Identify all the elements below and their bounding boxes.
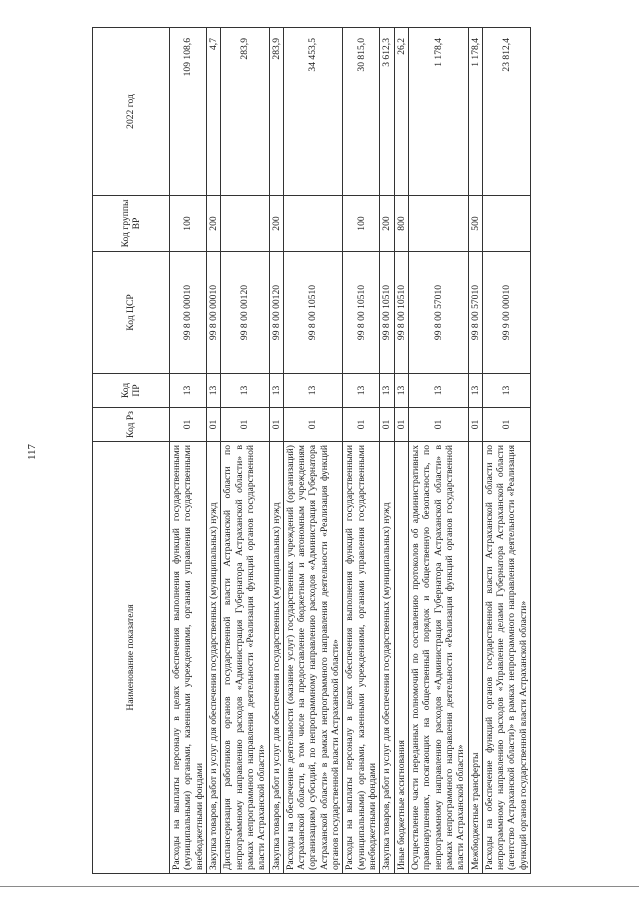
row-vr: 200 <box>269 196 283 252</box>
header-name: Наименование показателя <box>93 442 170 874</box>
header-pr: Код ПР <box>93 374 170 408</box>
row-rz: 01 <box>394 408 408 442</box>
row-rz: 01 <box>468 408 482 442</box>
row-vr <box>482 196 530 252</box>
row-name: Межбюджетные трансферты <box>468 442 482 874</box>
row-vr: 100 <box>343 196 380 252</box>
table-row <box>408 28 468 874</box>
row-csr: 99 8 00 10510 <box>394 252 408 374</box>
row-vr: 800 <box>394 196 408 252</box>
row-csr: 99 8 00 57010 <box>408 252 468 374</box>
row-rz: 01 <box>380 408 394 442</box>
row-csr: 99 8 00 57010 <box>468 252 482 374</box>
row-pr: 13 <box>468 374 482 408</box>
row-amount: 30 815,0 <box>343 28 380 196</box>
table-row <box>343 28 380 874</box>
row-rz: 01 <box>170 408 207 442</box>
page-number: 117 <box>26 443 38 461</box>
row-rz: 01 <box>408 408 468 442</box>
row-vr: 200 <box>380 196 394 252</box>
row-pr: 13 <box>269 374 283 408</box>
table-row <box>269 28 283 874</box>
row-name: Расходы на выплаты персоналу в целях обеспечения выполнения функций государственными (муниципальными) органами, казенными учреждениями, органами управления государственными внебюджетными фондами <box>343 442 380 874</box>
row-pr: 13 <box>408 374 468 408</box>
row-vr <box>283 196 343 252</box>
row-rz: 01 <box>283 408 343 442</box>
row-vr <box>221 196 269 252</box>
row-amount: 34 453,5 <box>283 28 343 196</box>
row-csr: 99 8 00 10510 <box>283 252 343 374</box>
row-csr: 99 8 00 00120 <box>221 252 269 374</box>
row-amount: 3 612,3 <box>380 28 394 196</box>
row-rz: 01 <box>221 408 269 442</box>
row-name: Диспансеризация работников органов государственной власти Астраханской области по непрограммному направлению расходов «Администрация Губернатора Астраханской области» в рамках непрограммного направления деятельности «Реализация функций органов государственной власти Астраханской области» <box>221 442 269 874</box>
row-name: Расходы на обеспечение функций органов государственной власти Астраханской области по непрограммному направлению расходов «Управление делами Губернатора Астраханской области (агентство Астраханской области)» в рамках непрограммного направления деятельности «Реализация функций органов государственной власти Астраханской области» <box>482 442 530 874</box>
row-vr: 500 <box>468 196 482 252</box>
header-vr: Код группы ВР <box>93 196 170 252</box>
row-amount: 1 178,4 <box>408 28 468 196</box>
row-csr: 99 8 00 00010 <box>170 252 207 374</box>
row-pr: 13 <box>343 374 380 408</box>
row-amount: 26,2 <box>394 28 408 196</box>
row-amount: 283,9 <box>269 28 283 196</box>
row-amount: 4,7 <box>206 28 220 196</box>
row-amount: 109 108,6 <box>170 28 207 196</box>
budget-table <box>92 27 531 874</box>
row-vr <box>408 196 468 252</box>
row-pr: 13 <box>170 374 207 408</box>
table-rotation-frame <box>92 28 632 874</box>
row-amount: 23 812,4 <box>482 28 530 196</box>
bottom-edge-line <box>0 886 639 887</box>
row-csr: 99 8 00 00010 <box>206 252 220 374</box>
row-csr: 99 9 00 00010 <box>482 252 530 374</box>
row-csr: 99 8 00 10510 <box>343 252 380 374</box>
row-pr: 13 <box>380 374 394 408</box>
row-name: Закупка товаров, работ и услуг для обеспечения государственных (муниципальных) нужд <box>380 442 394 874</box>
row-name: Закупка товаров, работ и услуг для обеспечения государственных (муниципальных) нужд <box>269 442 283 874</box>
row-amount: 1 178,4 <box>468 28 482 196</box>
table-row <box>283 28 343 874</box>
row-name: Иные бюджетные ассигнования <box>394 442 408 874</box>
row-name: Закупка товаров, работ и услуг для обеспечения государственных (муниципальных) нужд <box>206 442 220 874</box>
row-rz: 01 <box>482 408 530 442</box>
row-name: Расходы на обеспечение деятельности (оказание услуг) государственных учреждений (организаций) Астраханской области, в том числе на предоставление бюджетным и автономным учреждениям (организациям) субсидий, по непрограммному направлению расходов «Администрация Губернатора Астраханской области» в рамках непрограммного направления деятельности «Реализация функций органов государственной власти Астраханской области» <box>283 442 343 874</box>
rotated-table-container <box>92 28 632 874</box>
row-rz: 01 <box>206 408 220 442</box>
table-row <box>221 28 269 874</box>
row-csr: 99 8 00 00120 <box>269 252 283 374</box>
row-vr: 200 <box>206 196 220 252</box>
row-vr: 100 <box>170 196 207 252</box>
table-row <box>482 28 530 874</box>
table-row <box>394 28 408 874</box>
row-name: Осуществление части переданных полномочий по составлению протоколов об административных правонарушениях, посягающих на общественный порядок и общественную безопасность, по непрограммному направлению расходов «Администрация Губернатора Астраханской области» в рамках непрограммного направления деятельности «Реализация функций органов государственной власти Астраханской области» <box>408 442 468 874</box>
row-pr: 13 <box>283 374 343 408</box>
table-row <box>380 28 394 874</box>
row-pr: 13 <box>394 374 408 408</box>
header-rz: Код Рз <box>93 408 170 442</box>
row-amount: 283,9 <box>221 28 269 196</box>
header-year: 2022 год <box>93 28 170 196</box>
row-pr: 13 <box>482 374 530 408</box>
row-pr: 13 <box>206 374 220 408</box>
table-row <box>170 28 207 874</box>
table-row <box>206 28 220 874</box>
row-csr: 99 8 00 10510 <box>380 252 394 374</box>
row-rz: 01 <box>269 408 283 442</box>
table-header-row <box>93 28 170 874</box>
header-csr: Код ЦСР <box>93 252 170 374</box>
table-row <box>468 28 482 874</box>
row-pr: 13 <box>221 374 269 408</box>
row-rz: 01 <box>343 408 380 442</box>
row-name: Расходы на выплаты персоналу в целях обеспечения выполнения функций государственными (муниципальными) органами, казенными учреждениями, органами управления государственными внебюджетными фондами <box>170 442 207 874</box>
